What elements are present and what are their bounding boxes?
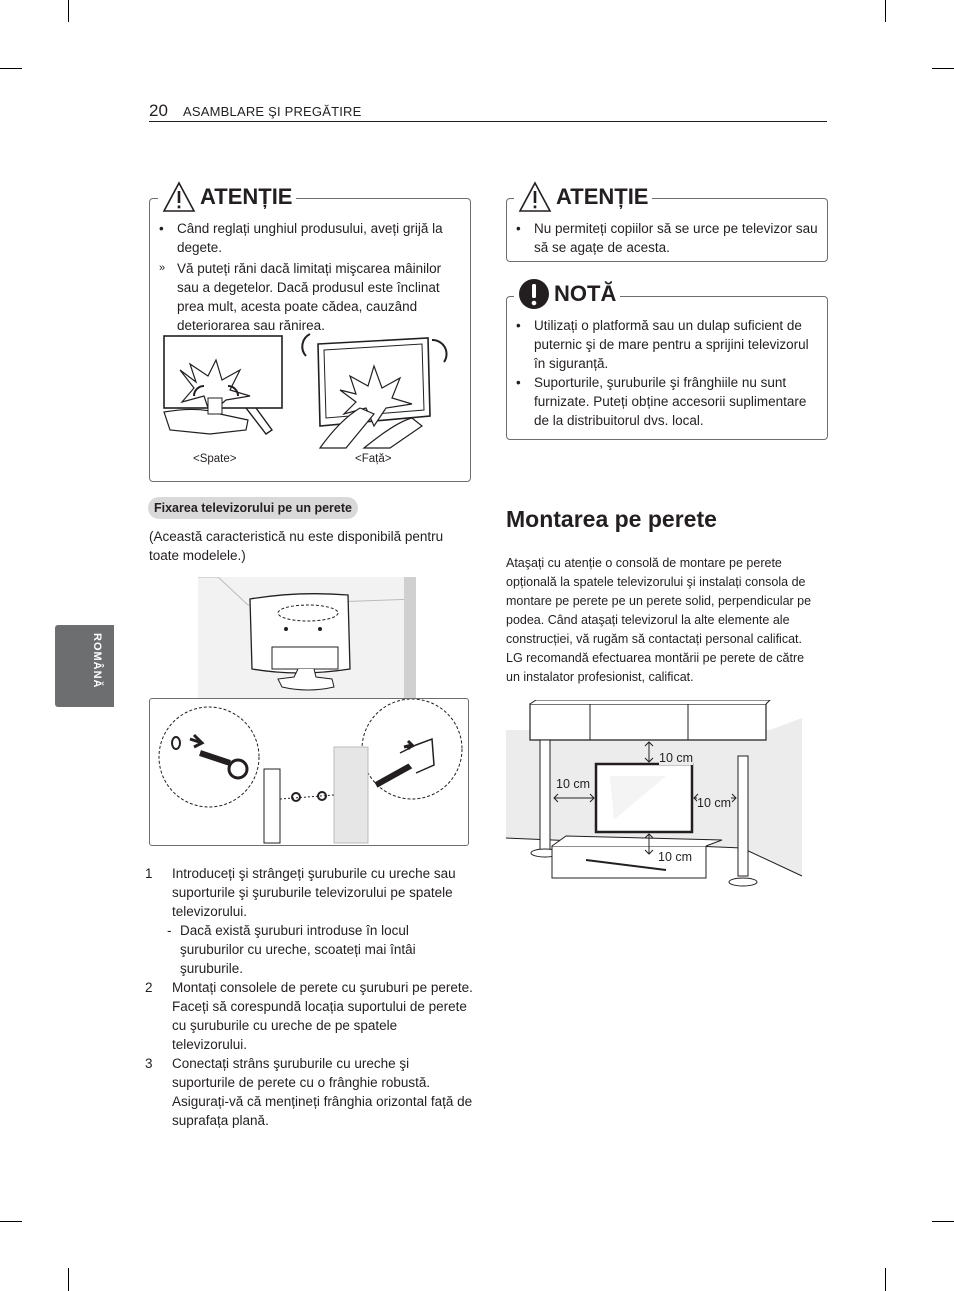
step-item bbox=[145, 1054, 475, 1130]
list-item: • Când reglați unghiul produsului, aveți grijă la degete. bbox=[159, 221, 443, 255]
caution-list-left bbox=[151, 219, 461, 335]
dash-marker: - bbox=[167, 923, 172, 938]
section-title: ASAMBLARE ŞI PREGĂTIRE bbox=[183, 104, 362, 119]
step-text: Dacă există şuruburi introduse în locul şuruburilor cu ureche, scoateți mai întâi şuruburile. bbox=[180, 923, 416, 976]
crop-mark bbox=[932, 1221, 954, 1222]
clearance-label-top: 10 cm bbox=[659, 751, 694, 765]
caution-title-left: ATENȚIE bbox=[200, 184, 293, 209]
eye-bolt-bracket-illustration bbox=[150, 699, 468, 844]
step-number: 3 bbox=[145, 1056, 153, 1071]
clearance-label-right: 10 cm bbox=[697, 796, 732, 810]
language-tab-label: ROMÂNĂ bbox=[91, 633, 103, 689]
note-title: NOTĂ bbox=[554, 281, 617, 306]
step-item bbox=[145, 921, 475, 978]
bullet-text: Suporturile, şuruburile şi frânghiile nu sunt furnizate. Puteți obține accesorii suplimentare de la distribuitorul dvs. local. bbox=[534, 375, 807, 428]
crop-mark bbox=[68, 0, 69, 22]
step-text: Introduceți şi strângeți şuruburile cu ureche sau suporturile şi şuruburile televizorului pe spatele televizorului. bbox=[172, 866, 456, 919]
wall-fixing-label: Fixarea televizorului pe un perete bbox=[148, 497, 358, 519]
bullet-text: Utilizați o platformă sau un dulap suficient de puternic şi de mare pentru a sprijini televizorul în siguranță. bbox=[534, 318, 809, 371]
tv-back-illustration bbox=[198, 577, 416, 699]
step-item bbox=[145, 978, 475, 1054]
wall-mount-clearance-illustration bbox=[506, 700, 804, 890]
list-item: » Vă puteți răni dacă limitați mişcarea mâinilor sau a degetelor. Dacă produsul este înclinat prea mult, acesta poate cădea, cauzând deteriorarea sau rănirea. bbox=[159, 261, 442, 333]
step-item bbox=[145, 864, 475, 921]
availability-note: (Această caracteristică nu este disponibilă pentru toate modelele.) bbox=[149, 529, 444, 563]
tilt-warning-illustration bbox=[160, 330, 460, 450]
page-number: 20 bbox=[149, 101, 168, 120]
clearance-label-bottom: 10 cm bbox=[658, 850, 693, 864]
caution-heading-right bbox=[514, 175, 652, 219]
list-item: • Suporturile, şuruburile şi frânghiile nu sunt furnizate. Puteți obține accesorii suplimentare de la distribuitorul dvs. local. bbox=[516, 375, 807, 428]
step-text: Faceți să corespundă locația suportului de perete cu şuruburile cu ureche de pe spatele televizorului. bbox=[172, 999, 467, 1052]
list-item: • Nu permiteți copiilor să se urce pe televizor sau să se agațe de acesta. bbox=[516, 221, 818, 255]
crop-mark bbox=[0, 1221, 22, 1222]
crop-mark bbox=[0, 68, 22, 69]
header-rule bbox=[149, 121, 827, 122]
step-text: Conectați strâns şuruburile cu ureche şi suporturile de perete cu o frânghie robustă. Asigurați-vă că mențineți frânghia orizontal față de suprafața plană. bbox=[172, 1056, 473, 1128]
crop-mark bbox=[932, 68, 954, 69]
note-list bbox=[508, 316, 818, 430]
bullet-text: Nu permiteți copiilor să se urce pe televizor sau să se agațe de acesta. bbox=[534, 221, 818, 255]
note-heading bbox=[514, 272, 620, 316]
sub-bullet-text: Vă puteți răni dacă limitați mişcarea mâinilor sau a degetelor. Dacă produsul este înclinat prea mult, acesta poate cădea, cauzând deteriorarea sau rănirea. bbox=[177, 261, 442, 333]
exclamation-icon bbox=[518, 278, 550, 310]
wall-mount-heading: Montarea pe perete bbox=[506, 506, 717, 532]
caption-back: <Spate> bbox=[193, 453, 237, 465]
instruction-steps bbox=[145, 864, 475, 1130]
clearance-label-left: 10 cm bbox=[556, 777, 591, 791]
crop-mark bbox=[68, 1268, 69, 1291]
bullet-text: Când reglați unghiul produsului, aveți grijă la degete. bbox=[177, 221, 443, 255]
crop-mark bbox=[885, 0, 886, 22]
list-item: • Utilizați o platformă sau un dulap suficient de puternic şi de mare pentru a sprijini televizorul în siguranță. bbox=[516, 318, 809, 371]
step-number: 2 bbox=[145, 980, 153, 995]
caution-heading-left bbox=[158, 175, 296, 219]
warning-triangle-icon bbox=[162, 181, 196, 213]
caution-list-right bbox=[508, 219, 818, 257]
step-number: 1 bbox=[145, 866, 153, 881]
step-substep bbox=[167, 921, 475, 978]
crop-mark bbox=[885, 1268, 886, 1291]
language-tab bbox=[55, 625, 114, 707]
caption-front: <Față> bbox=[355, 453, 392, 465]
wall-mount-paragraph: Ataşați cu atenție o consolă de montare pe perete opțională la spatele televizorului şi instalați consola de montare pe perete pe un perete solid, perpendicular pe podea. Când ataşați televizorul la alte elemente ale construcției, vă rugăm să contactați personal calificat. LG recomandă efectuarea montării pe perete de către un instalator profesionist, calificat. bbox=[506, 556, 812, 684]
caution-title-right: ATENȚIE bbox=[556, 184, 649, 209]
warning-triangle-icon bbox=[518, 181, 552, 213]
step-text: Montați consolele de perete cu şuruburi pe perete. bbox=[172, 980, 473, 995]
